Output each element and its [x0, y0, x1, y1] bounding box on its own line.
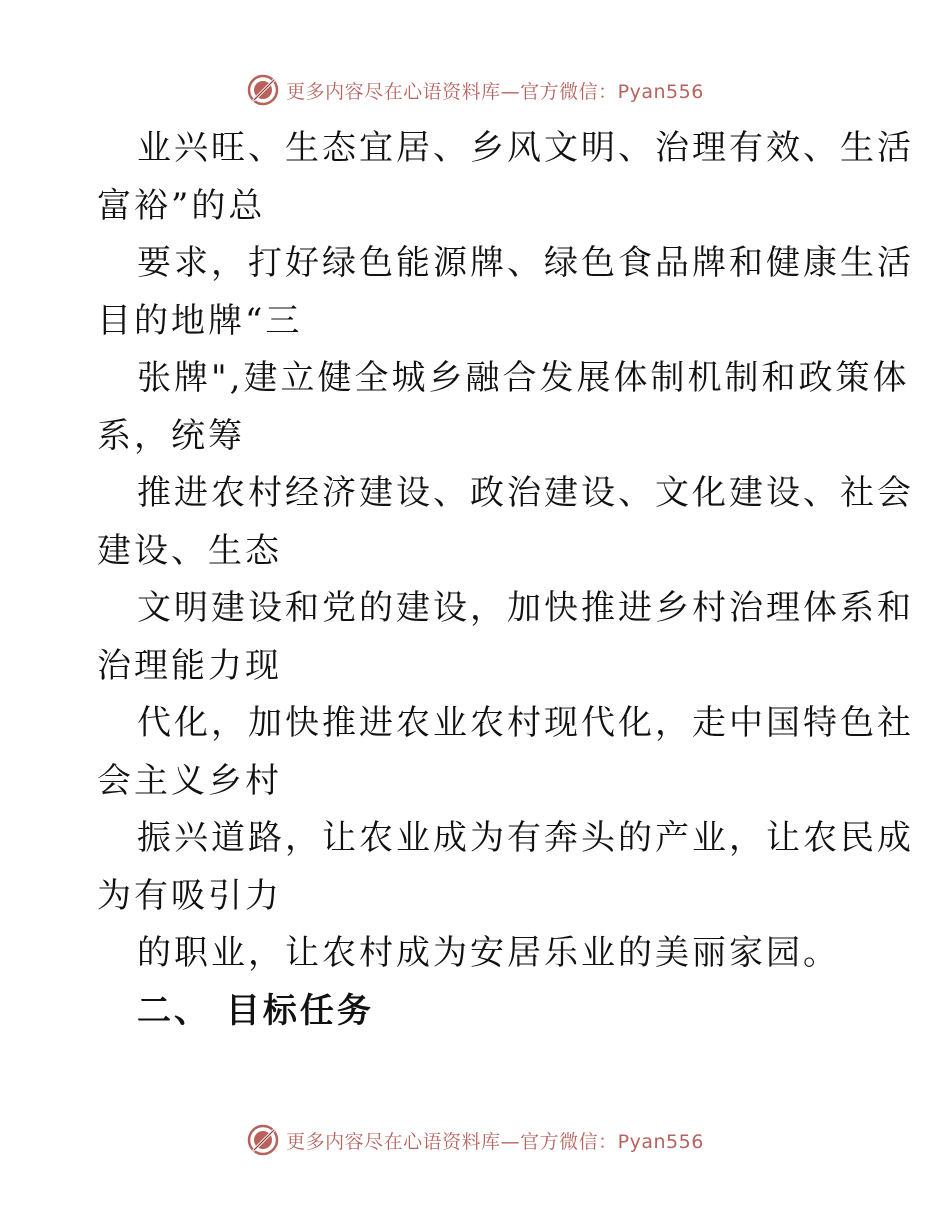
paragraph: [97, 120, 914, 235]
paragraph-line: 张牌",建立健全城乡融合发展体制机制和政策体: [137, 358, 910, 398]
paragraph-line: 富裕”的总: [97, 185, 266, 226]
paragraph: [97, 235, 914, 350]
header-banner: [0, 70, 950, 110]
paragraph-line: 会主义乡村: [97, 760, 282, 801]
paragraph: [97, 810, 914, 925]
paragraph-line: 代化，加快推进农业农村现代化，走中国特色社: [137, 703, 914, 743]
paragraph: [97, 465, 914, 580]
pen-logo-icon: [246, 73, 280, 107]
paragraph-line: 文明建设和党的建设，加快推进乡村治理体系和: [137, 588, 914, 628]
banner-text: 更多内容尽在心语资料库—官方微信：Pyan556: [286, 80, 704, 103]
paragraph: [97, 350, 910, 465]
pen-logo-icon: [246, 1123, 280, 1157]
paragraph-line: 系，统筹: [97, 415, 245, 456]
section-heading: 二、 目标任务: [137, 990, 374, 1031]
paragraph-line: 推进农村经济建设、政治建设、文化建设、社会: [137, 473, 914, 513]
paragraph-line: 为有吸引力: [97, 875, 282, 916]
paragraph-line: 要求，打好绿色能源牌、绿色食品牌和健康生活: [137, 243, 914, 283]
paragraph: [97, 695, 914, 810]
paragraph: [97, 580, 914, 695]
paragraph-line: 业兴旺、生态宜居、乡风文明、治理有效、生活: [137, 128, 914, 168]
paragraph-line: 目的地牌“三: [97, 300, 303, 341]
paragraph-line: 的职业，让农村成为安居乐业的美丽家园。: [137, 933, 840, 973]
paragraph-line: 振兴道路，让农业成为有奔头的产业，让农民成: [137, 818, 914, 858]
paragraph-line: 治理能力现: [97, 645, 282, 686]
paragraph-line: 建设、生态: [97, 530, 282, 571]
banner-text: 更多内容尽在心语资料库—官方微信：Pyan556: [286, 1130, 704, 1153]
document-body: [97, 120, 914, 1040]
paragraph: [97, 925, 857, 983]
footer-banner: [0, 1120, 950, 1160]
